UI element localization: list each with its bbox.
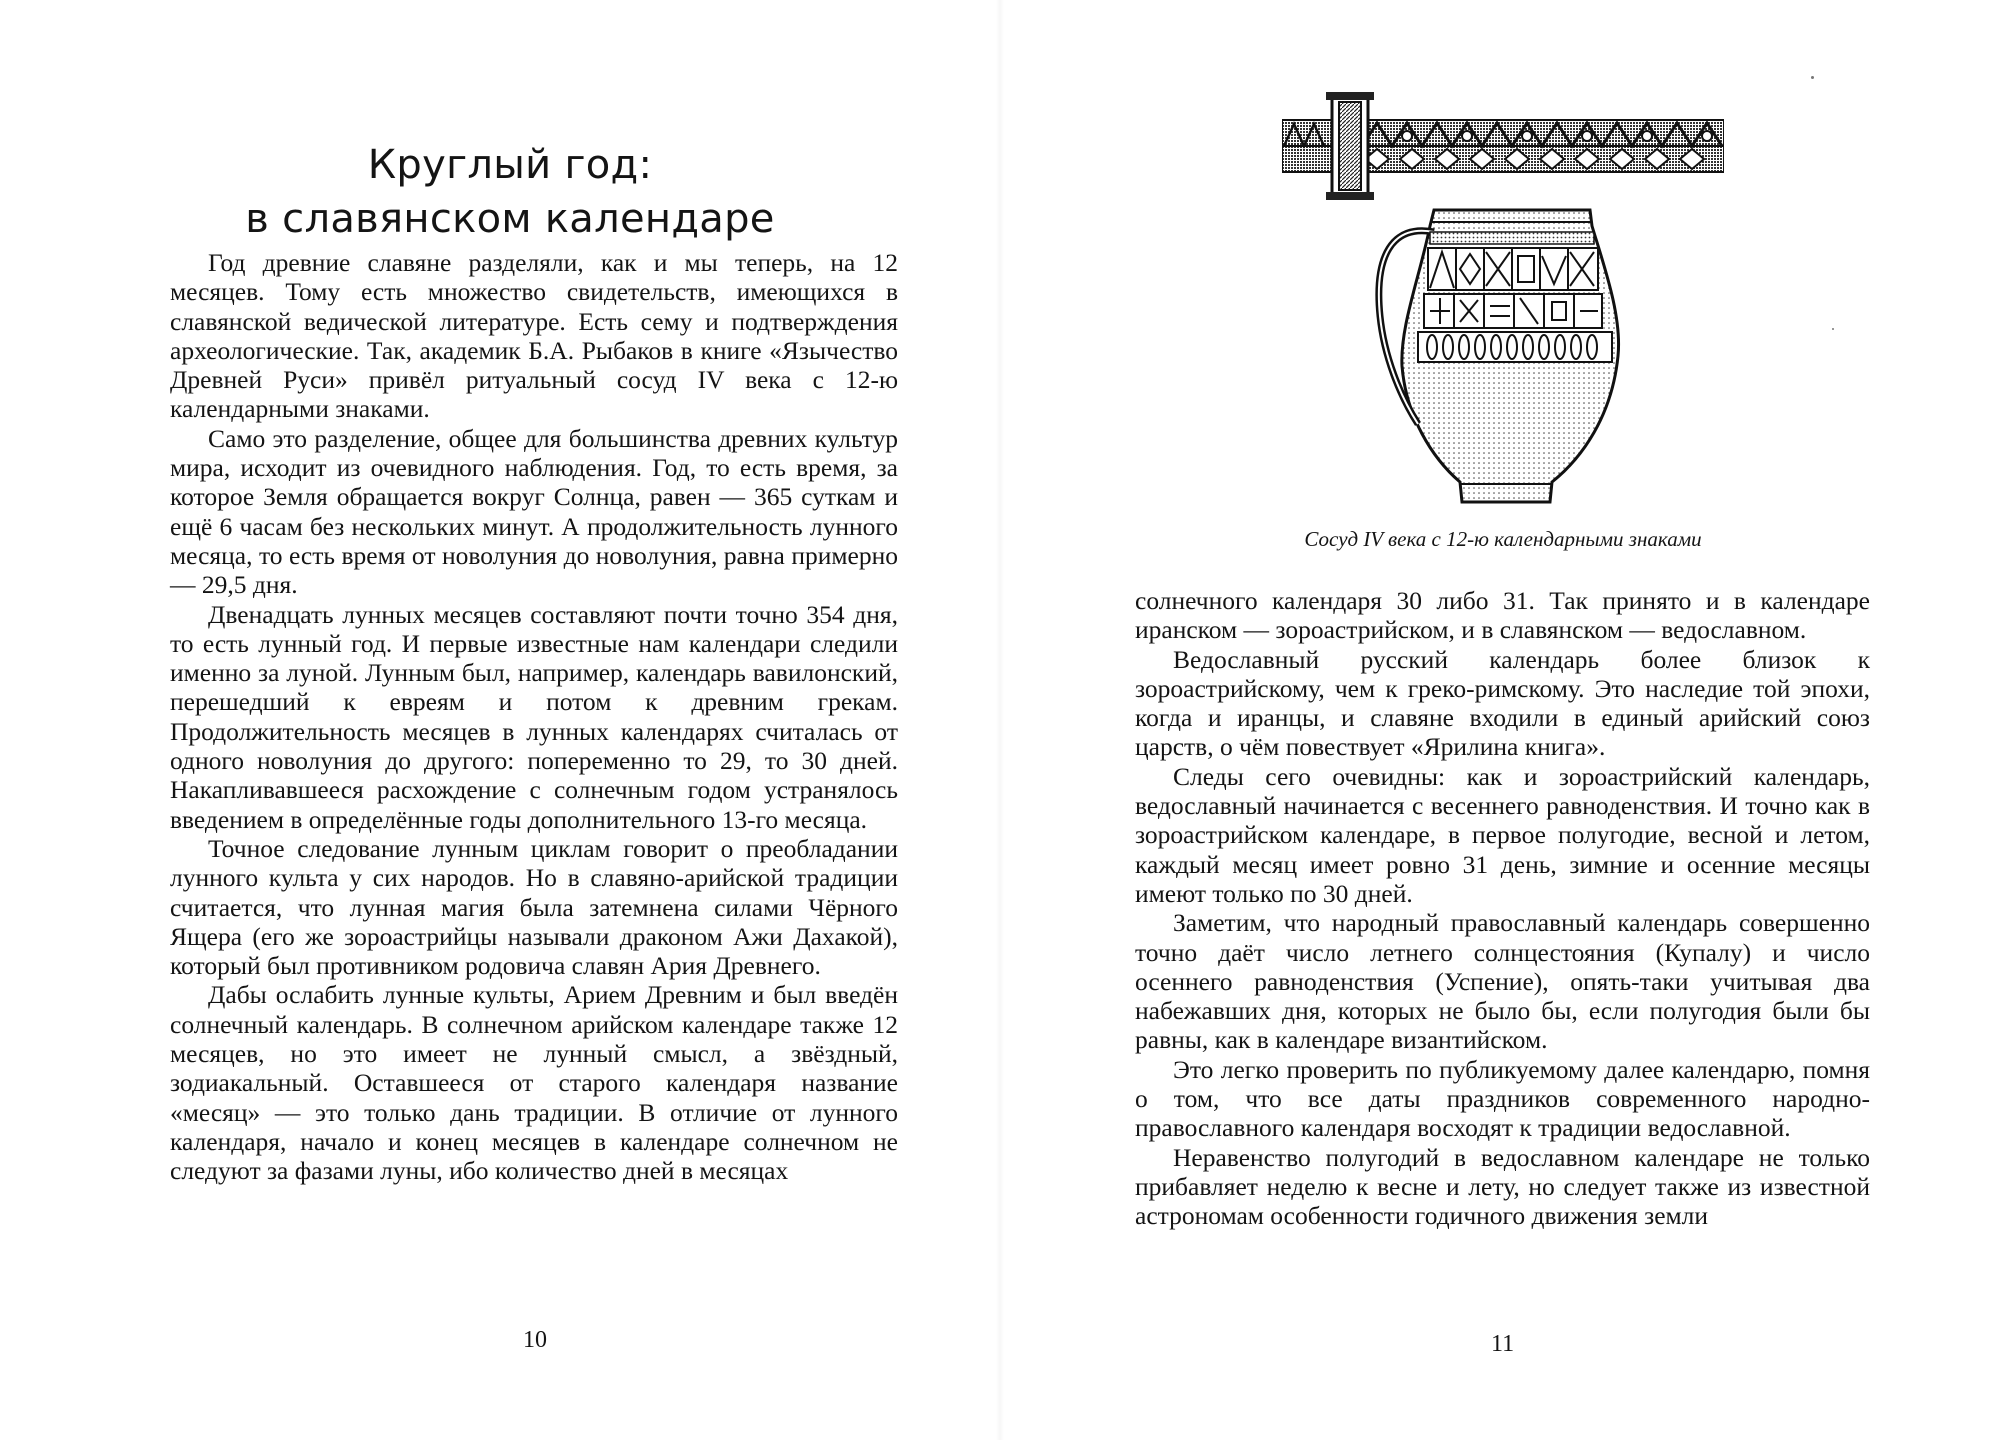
illustration-caption: Сосуд IV века с 12-ю календарными знаками [1304,527,1702,551]
ritual-vessel-illustration [1372,196,1632,512]
paragraph: Дабы ослабить лунные культы, Арием Древним и был введён солнечный календарь. В солнечном арийском календаре также 12 месяцев, но это имеет не лунный смысл, а звёздный, зодиакальный. Оставшееся от старого календаря название «месяц» — это только дань традиции. В отличие от лунного календаря, начало и конец месяцев в календаре солнечном не следуют за фазами луны, ибо количество дней в месяцах [170,980,898,1186]
chapter-title-line-1: Круглый год: [367,142,653,188]
page-number-left: 10 [523,1327,547,1353]
chapter-title-line-2: в славянском календаре [245,196,775,242]
paragraph: Заметим, что народный православный календарь совершенно точно даёт число летнего солнцестояния (Купалу) и число осеннего равноденствия (Успение), опять-таки учитывая два набежавших дня, которых не было бы, если полугодия были бы равны, как в календаре византийском. [1135,908,1870,1055]
paragraph: Следы сего очевидны: как и зороастрийский календарь, ведославный начинается с весеннего равноденствия. И точно как в зороастрийском календаре, в первое полугодие, весной и летом, каждый месяц имеет ровно 31 день, зимние и осенние месяцы имеют только по 30 дней. [1135,761,1870,908]
paragraph: Неравенство полугодий в ведославном календаре не только прибавляет неделю к весне и лету, но следует также из известной астрономам особенности годичного движения земли [1135,1142,1870,1231]
left-body-text [170,248,898,1186]
page-number-right: 11 [1491,1331,1515,1357]
right-body-text [1135,586,1870,1231]
paragraph: солнечного календаря 30 либо 31. Так принято и в календаре иранском — зороастрийском, и в славянском — ведославном. [1135,586,1870,645]
print-speck [1811,76,1814,79]
chapter-title [200,138,820,246]
paragraph: Двенадцать лунных месяцев составляют почти точно 354 дня, то есть лунный год. И первые известные нам календари следили именно за луной. Лунным был, например, календарь вавилонский, перешедший к евреям и потом к древним грекам. Продолжительность месяцев в лунных календарях считалась от одного новолуния до другого: попеременно то 29, то 30 дней. Накапливавшееся расхождение с солнечным годом устранялось введением в определённые годы дополнительного 13-го месяца. [170,599,898,834]
paragraph: Ведославный русский календарь более близок к зороастрийскому, чем к греко-римскому. Это наследие той эпохи, когда и иранцы, и славяне входили в единый арийский союз царств, о чём повествует «Ярилина книга». [1135,644,1870,762]
ornament-band-illustration [1282,92,1724,200]
paragraph: Это легко проверить по публикуемому далее календарю, помня о том, что все даты праздников современного народно-православного календаря восходят к традиции ведославной. [1135,1054,1870,1143]
print-speck [1832,328,1834,330]
paragraph: Точное следование лунным циклам говорит о преобладании лунного культа у сих народов. Но в славяно-арийской традиции считается, что лунная магия была затемнена силами Чёрного Ящера (его же зороастрийцы называли драконом Ажи Дахакой), который был противником родовича славян Ария Древнего. [170,833,898,981]
paragraph: Год древние славяне разделяли, как и мы теперь, на 12 месяцев. Тому есть множество свидетельств, имеющихся в славянской ведической литературе. Есть сему и подтверждения археологические. Так, академик Б.А. Рыбаков в книге «Язычество Древней Руси» привёл ритуальный сосуд IV века с 12-ю календарными знаками. [170,248,898,424]
paragraph: Само это разделение, общее для большинства древних культур мира, исходит из очевидного наблюдения. Год, то есть время, за которое Земля обращается вокруг Солнца, равен — 365 суткам и ещё 6 часам без нескольких минут. А продолжительность лунного месяца, то есть время от новолуния до новолуния, равна примерно — 29,5 дня. [170,423,898,600]
